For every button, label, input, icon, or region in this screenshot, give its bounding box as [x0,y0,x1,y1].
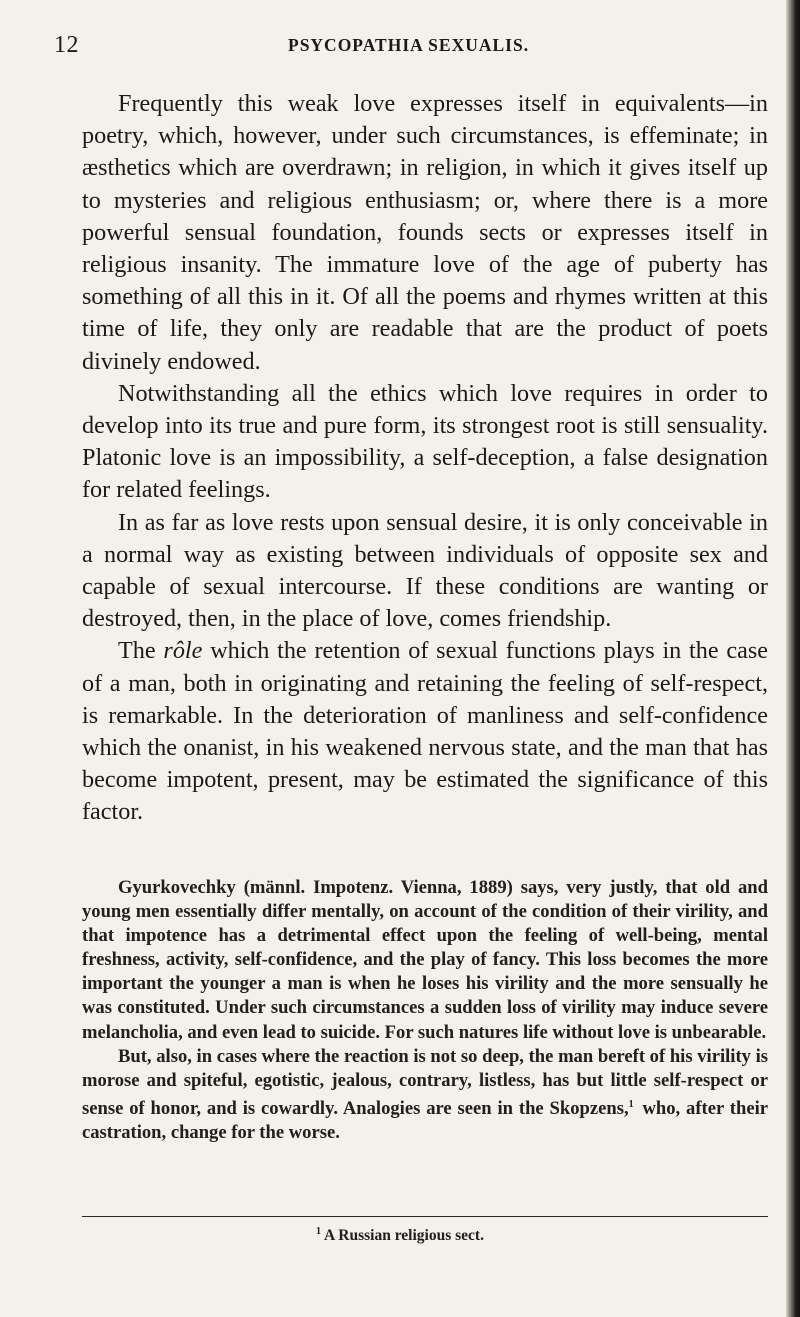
page-number: 12 [54,32,79,58]
paragraph-equivalents: Frequently this weak love expresses itself in equivalents—in poetry, which, however, under such circumstances, is effeminate; in æsthetics which are overdrawn; in religion, in which it gives itself up to mysteries and religious enthusiasm; or, where there is a more powerful sensual foundation, founds sects or expresses itself in religious insanity. The immature love of the age of puberty has something of all this in it. Of all the poems and rhymes written at this time of life, they only are readable that are the product of poets divinely endowed. [82,90,768,375]
page-header [54,32,754,62]
small-print-notes [82,876,768,1145]
footnote-rule [82,1216,768,1217]
footnote-text: A Russian religious sect. [324,1227,484,1245]
paragraph-ethics: Notwithstanding all the ethics which love requires in order to develop into its true and pure form, its strongest root is still sensuality. Platonic love is an impossibility, a self-deception, a false designation for related feelings. [82,379,768,504]
footnote [0,1226,800,1245]
footnote-marker: 1 [316,1226,322,1237]
role-italic-word: rôle [163,637,203,665]
role-rest: which the retention of sexual functions plays in the case of a man, both in originating and retaining the feeling of self-respect, is remarkable. In the deterioration of manliness and self-confidence which the onanist, in his weakened nervous state, and the man that has become impotent, present, may be estimated the significance of this factor. [82,637,769,826]
running-title: PSYCOPATHIA SEXUALIS. [288,35,530,55]
role-lead: The [118,637,156,665]
skopzens-after: who, after their castration, change for the worse. [82,1098,768,1144]
main-text [82,88,768,829]
footnote-reference[interactable]: 1 [628,1098,634,1110]
note-skopzens [82,1045,768,1146]
paragraph-sensual-desire: In as far as love rests upon sensual desire, it is only conceivable in a normal way as existing between individuals of opposite sex and capable of sexual intercourse. If these conditions are wanting or destroyed, then, in the place of love, comes friendship. [82,508,768,633]
skopzens-before: But, also, in cases where the reaction is not so deep, the man bereft of his virility is morose and spiteful, egotistic, jealous, contrary, listless, has but little self-respect or sense of honor, and is cowardly. Analogies are seen in the Skopzens, [82,1045,768,1120]
paragraph-role [82,635,768,828]
scan-edge-shadow [786,0,800,1317]
note-gyurkovechky: Gyurkovechky (männl. Impotenz. Vienna, 1889) says, very justly, that old and young men essentially differ mentally, on account of the condition of their virility, and that impotence has a detrimental effect upon the feeling of well-being, mental freshness, activity, self-confidence, and the play of fancy. This loss becomes the more important the younger a man is when he loses his virility and the more sensually he was constituted. Under such circumstances a sudden loss of virility may induce severe melancholia, and even lead to suicide. For such natures life without love is unbearable. [82,877,768,1043]
